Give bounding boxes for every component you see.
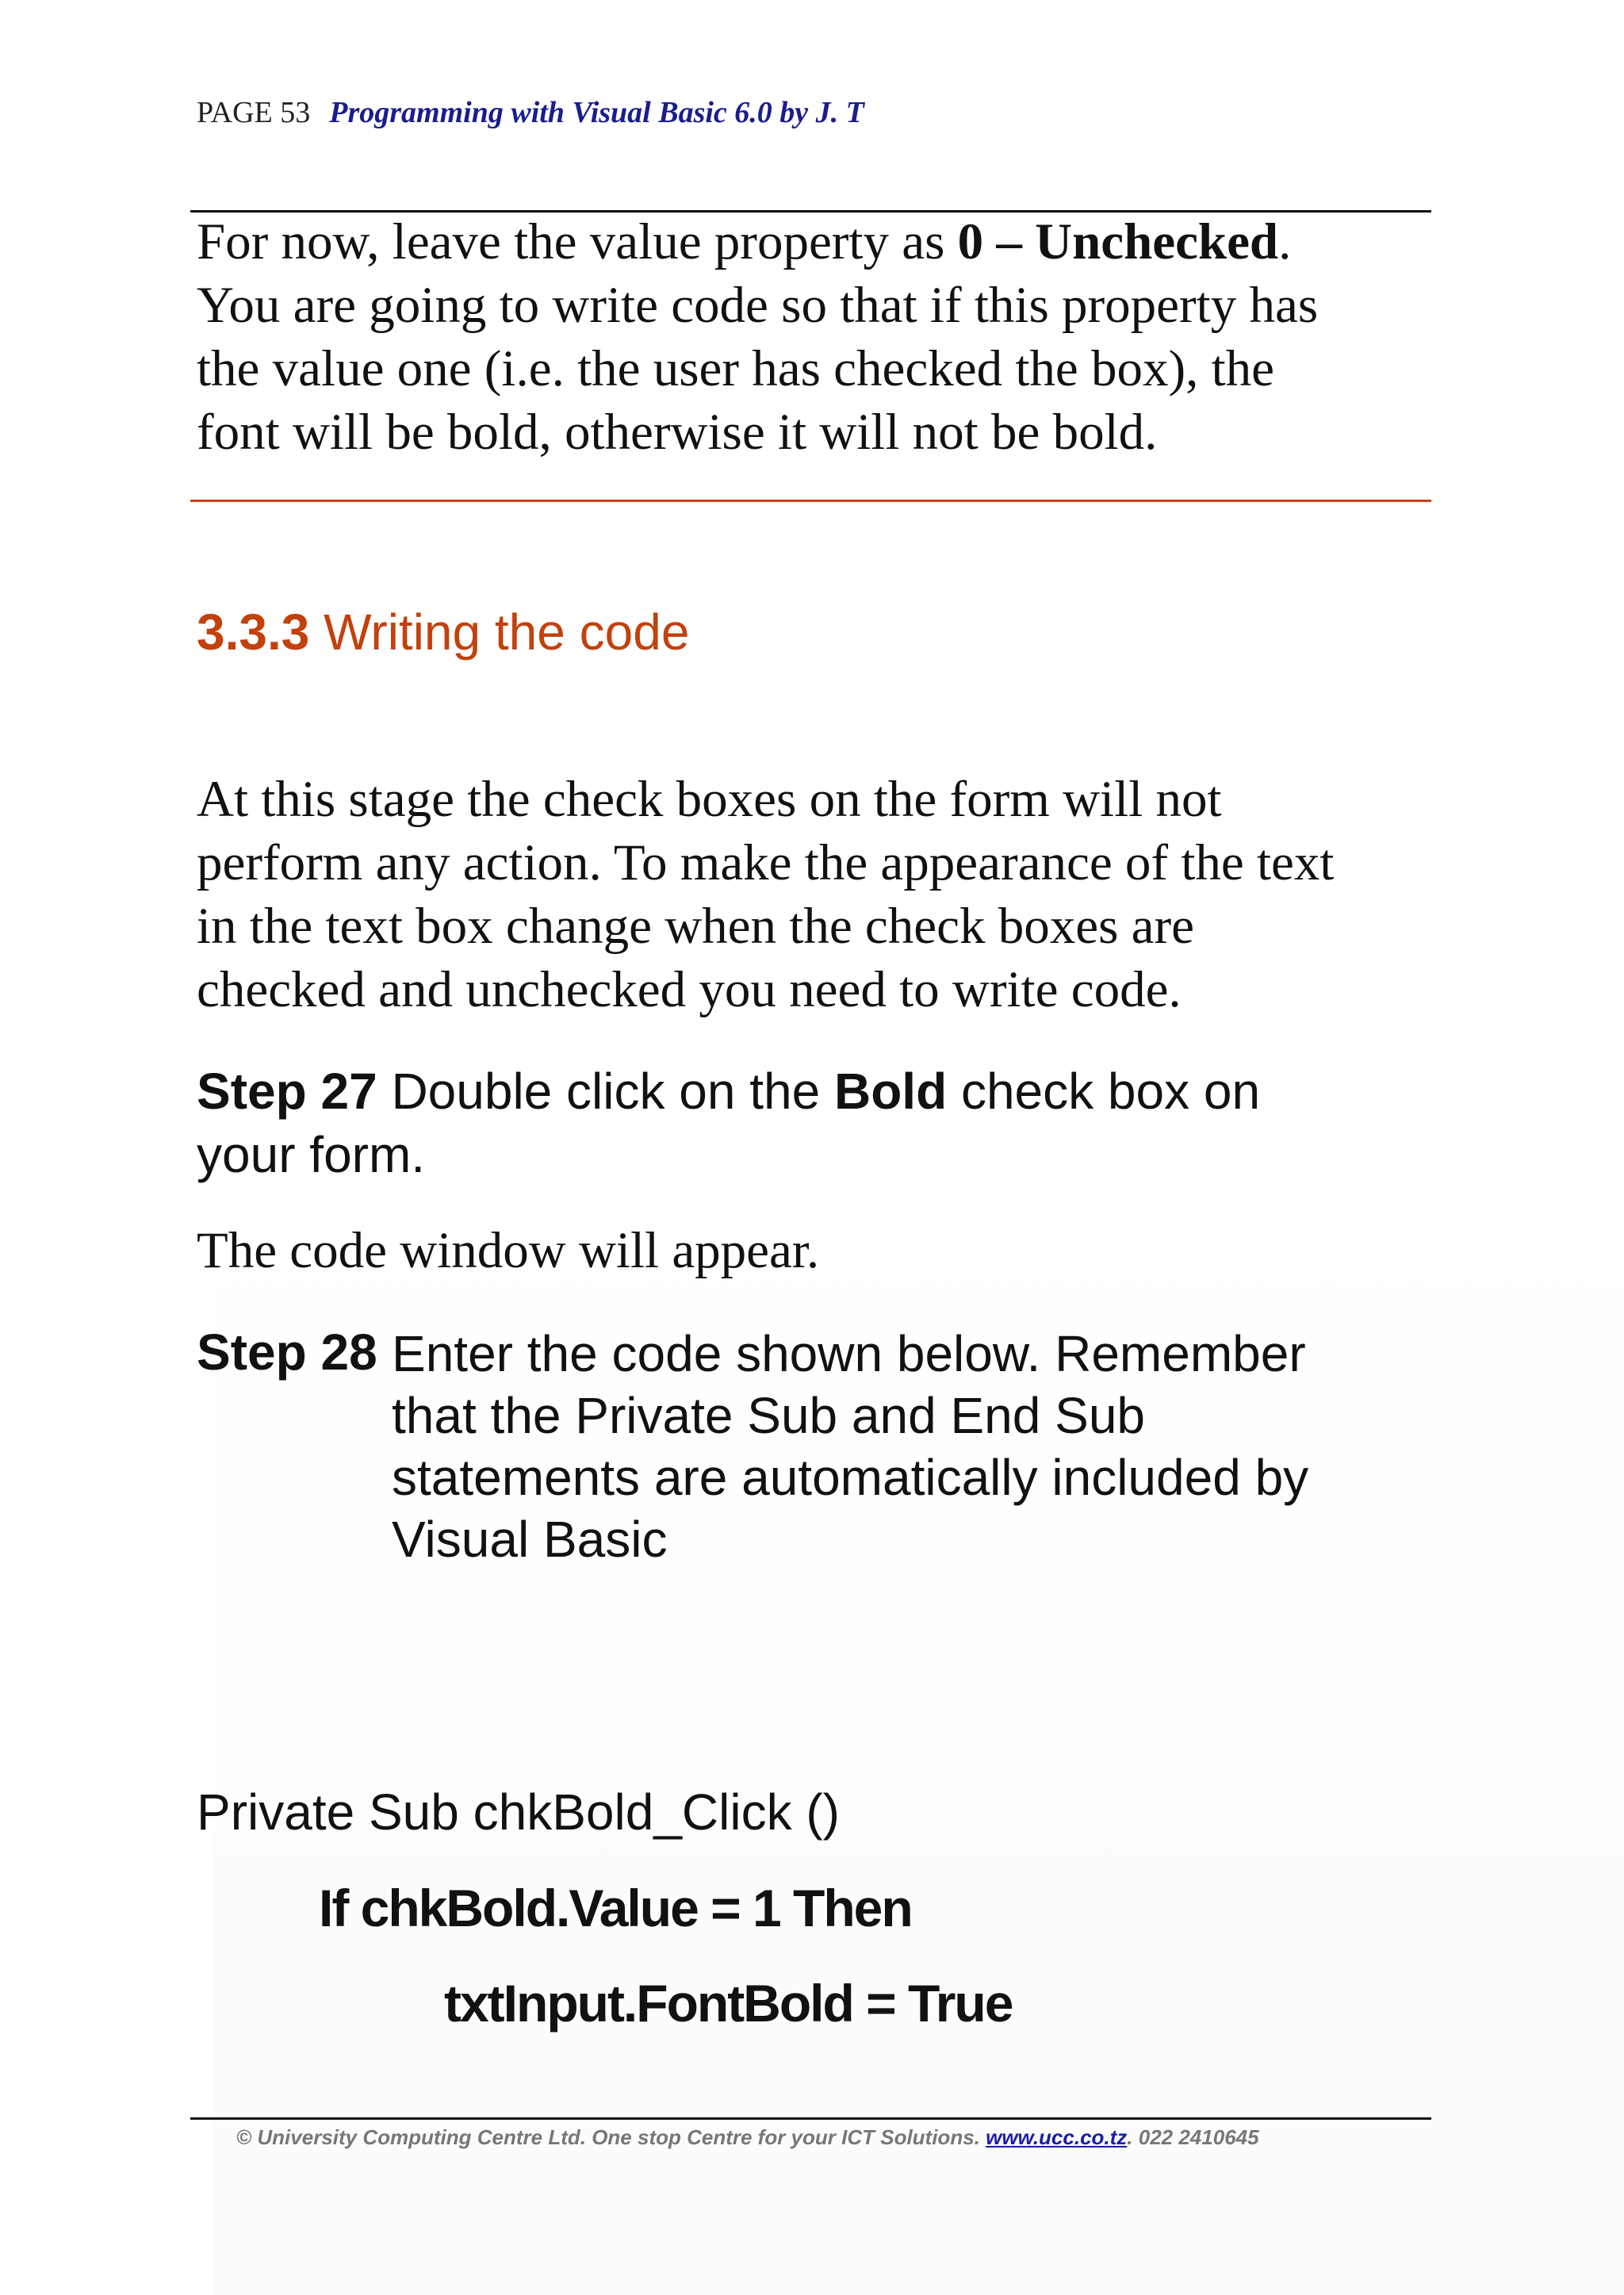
step-28-line-4: Visual Basic	[392, 1511, 668, 1568]
step-28-line-2: that the Private Sub and End Sub	[392, 1387, 1145, 1444]
page-number: PAGE 53	[197, 96, 311, 129]
step-27-line-1	[197, 1059, 1434, 1123]
step-27-label: Step 27	[197, 1063, 377, 1120]
section-number: 3.3.3	[197, 603, 310, 661]
step-27-line-2: your form.	[197, 1126, 426, 1183]
code-window-note: The code window will appear.	[197, 1222, 820, 1279]
bold-keyword: Bold	[833, 1063, 948, 1120]
section-heading	[197, 603, 689, 661]
code-line-sub-declaration: Private Sub chkBold_Click ()	[197, 1784, 840, 1841]
para-line-1: At this stage the check boxes on the form will not	[197, 771, 1222, 828]
book-title: Programming with Visual Basic 6.0 by J. T	[329, 96, 864, 129]
unchecked-value: 0 – Unchecked	[957, 213, 1279, 270]
footer-text: University Computing Centre Ltd. One stop Centre for your ICT Solutions.	[251, 2125, 986, 2149]
note-line-1-text: For now, leave the value property as	[197, 213, 958, 270]
footer-website-link[interactable]: www.ucc.co.tz	[986, 2125, 1128, 2149]
note-line-2: You are going to write code so that if this property has	[197, 277, 1319, 334]
note-line-3: the value one (i.e. the user has checked the box), the	[197, 340, 1275, 397]
para-line-2: perform any action. To make the appearance of the text	[197, 834, 1335, 891]
step-28-line-3: statements are automatically included by	[392, 1449, 1309, 1506]
para-line-3: in the text box change when the check boxes are	[197, 898, 1194, 955]
para-line-4: checked and unchecked you need to write code.	[197, 961, 1182, 1018]
code-line-if-statement: If chkBold.Value = 1 Then	[319, 1879, 912, 1937]
note-line-4: font will be bold, otherwise it will not be bold.	[197, 404, 1158, 461]
footer-rule	[190, 2117, 1431, 2120]
note-line-1-end: .	[1278, 213, 1292, 270]
copyright-icon: ©	[236, 2125, 252, 2149]
step-27-text: Double click on the	[377, 1063, 834, 1120]
code-line-fontbold-assignment: txtInput.FontBold = True	[444, 1974, 1013, 2033]
page-footer	[236, 2125, 1259, 2150]
note-line-1	[197, 210, 1434, 274]
step-28-line-1: Enter the code shown below. Remember	[392, 1325, 1306, 1382]
step-28-text	[392, 1323, 1446, 1570]
page-header	[197, 95, 864, 130]
intro-paragraph	[197, 768, 1434, 1021]
step-27	[197, 1059, 1434, 1186]
box-bottom-rule	[190, 500, 1431, 502]
footer-phone: . 022 2410645	[1127, 2125, 1259, 2149]
value-property-note	[197, 210, 1434, 464]
step-27-text-end: check box on	[947, 1063, 1261, 1120]
step-28-label: Step 28	[197, 1324, 377, 1381]
section-title: Writing the code	[324, 603, 690, 661]
